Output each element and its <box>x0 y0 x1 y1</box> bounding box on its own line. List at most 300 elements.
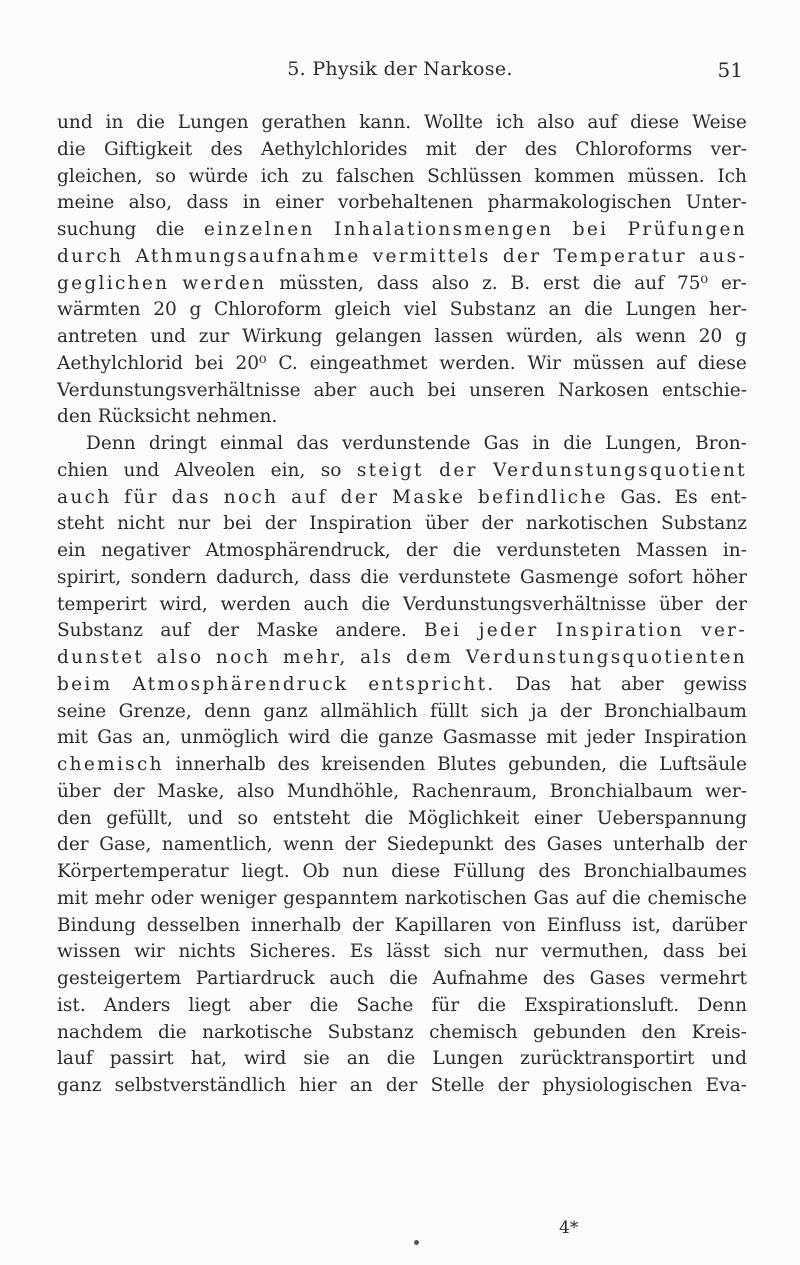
word: Luftsäule <box>659 754 747 775</box>
word: suchung <box>57 219 137 240</box>
word: Ich <box>717 165 747 187</box>
word: die <box>364 807 394 829</box>
word: temperirt <box>57 593 147 615</box>
word: viel <box>403 299 438 321</box>
word: Ueberspannung <box>596 807 747 829</box>
text-line <box>57 725 747 752</box>
word: g <box>735 326 747 347</box>
word: bei <box>223 513 252 535</box>
word: seine <box>57 700 107 722</box>
word: meine <box>57 192 115 214</box>
word: also <box>431 272 470 294</box>
word: Grenze, <box>118 700 192 722</box>
word: aus- <box>699 245 747 267</box>
word: zu <box>301 165 324 187</box>
word: würden, <box>506 326 584 347</box>
word: des <box>538 861 571 882</box>
word: wird, <box>159 593 208 615</box>
word: in <box>242 192 261 214</box>
word: Maske <box>392 486 466 508</box>
word: die <box>477 994 507 1016</box>
word: entschie- <box>661 379 747 401</box>
word: 20⁰ <box>235 352 267 374</box>
word: wer- <box>705 780 747 802</box>
text-line <box>57 431 747 458</box>
word: ganz <box>263 700 308 722</box>
word: auch <box>57 486 112 508</box>
word: z. <box>482 272 498 294</box>
word: darüber <box>671 914 747 936</box>
word: Chloroform <box>214 299 322 321</box>
word: auf <box>587 112 618 133</box>
word: kann. <box>359 112 412 133</box>
word: dass <box>376 272 419 294</box>
word: steigt <box>356 459 424 481</box>
word: verdunsteten <box>496 540 621 561</box>
word: die <box>339 727 369 749</box>
word: würde <box>188 165 249 187</box>
word: eingeathmet <box>309 352 428 374</box>
word: falschen <box>336 165 415 187</box>
text-line <box>57 832 747 859</box>
word: pharmakologischen <box>487 192 672 214</box>
word: auf <box>160 620 191 642</box>
word: namentlich, <box>161 834 273 856</box>
word: Rachenraum, <box>411 780 538 802</box>
word: durch <box>57 245 124 267</box>
word: also <box>156 647 204 668</box>
word: oder <box>150 887 194 909</box>
text-line <box>57 1073 747 1100</box>
word: füllt <box>430 700 469 722</box>
word: jeder <box>478 620 539 642</box>
word: denn <box>204 700 251 722</box>
word: Kreis- <box>691 1021 747 1043</box>
word: beim <box>57 673 113 695</box>
word: ent- <box>710 486 747 508</box>
word: narkotische <box>202 1021 313 1043</box>
word: der <box>474 138 507 160</box>
word: 20 <box>153 299 177 321</box>
word: und <box>150 326 186 347</box>
word: in <box>105 112 124 133</box>
word: Inspiration <box>555 620 684 642</box>
word: Weise <box>692 112 747 133</box>
word: mit <box>57 887 88 909</box>
text-line <box>57 939 747 966</box>
word: unterhalb <box>613 834 705 856</box>
text-line <box>57 1020 747 1047</box>
word: dringt <box>148 433 207 454</box>
word: einer <box>274 192 324 214</box>
word: verdunstete <box>398 566 511 588</box>
word: müssten, <box>279 272 364 294</box>
word: aber <box>248 994 292 1016</box>
text-line <box>57 404 747 431</box>
word: narkotischen <box>404 887 527 909</box>
text-line <box>57 993 747 1020</box>
word: gespanntem <box>283 887 398 909</box>
word: Atmosphärendruck <box>132 673 349 695</box>
word: Substanz <box>57 620 144 642</box>
word: Eva- <box>705 1075 747 1096</box>
word: der <box>497 1075 530 1096</box>
word: der <box>481 513 514 535</box>
word: einzelnen <box>203 219 315 240</box>
word: der <box>112 780 145 802</box>
word: auch <box>329 968 375 989</box>
word: entsteht <box>272 807 351 829</box>
word: Denn <box>86 433 136 454</box>
word: Narkosen <box>558 379 649 401</box>
word: bei <box>194 352 224 374</box>
word: aber <box>620 673 664 695</box>
word: müssen. <box>627 165 705 187</box>
word: auf <box>291 486 328 508</box>
word: die <box>618 754 648 775</box>
word: ich <box>260 165 289 187</box>
word: sich <box>443 941 482 963</box>
word: sofort <box>627 566 683 588</box>
text-line <box>57 645 747 672</box>
text-line <box>57 913 747 940</box>
word: er- <box>720 272 747 294</box>
word: lauf <box>57 1048 93 1070</box>
word: sondern <box>130 566 207 588</box>
word: wird <box>243 1048 287 1070</box>
page-number: 51 <box>717 58 743 82</box>
word: 20 <box>698 326 723 347</box>
word: diese <box>391 861 441 882</box>
word: desselben <box>146 914 241 936</box>
text-line <box>57 217 747 244</box>
word: der <box>344 834 377 856</box>
word: und <box>711 1048 747 1070</box>
word: des <box>277 754 310 775</box>
word: Gases <box>546 834 603 856</box>
word: Aufnahme <box>432 968 529 989</box>
word: die <box>157 1021 187 1043</box>
word: die <box>389 968 418 989</box>
word: Maske <box>256 620 319 642</box>
word: Lungen <box>625 299 697 321</box>
word: einer <box>533 807 583 829</box>
word: geglichen <box>57 272 170 294</box>
word: Inspiration <box>309 513 413 535</box>
word: her- <box>709 299 747 321</box>
word: lässt <box>386 941 430 963</box>
word: Bei <box>424 620 462 642</box>
word: Blutes <box>437 754 497 775</box>
word: der <box>340 486 380 508</box>
word: für <box>431 994 460 1016</box>
word: auch <box>303 593 349 615</box>
word: der <box>715 834 747 856</box>
word: auf <box>656 352 686 374</box>
word: der <box>264 513 297 535</box>
text-line <box>57 618 747 645</box>
word: in- <box>722 540 747 561</box>
word: gleich <box>334 299 392 321</box>
word: liegt <box>188 994 231 1016</box>
word: nehmen. <box>196 406 278 428</box>
word: die <box>155 219 185 240</box>
word: chien <box>57 459 109 481</box>
word: mit <box>546 727 578 749</box>
text-line <box>57 672 747 699</box>
word: Verdunstungsverhältnisse <box>402 593 647 615</box>
word: nachdem <box>57 1021 143 1043</box>
word: mehr <box>94 887 144 909</box>
word: chemische <box>647 887 747 909</box>
word: Es <box>349 941 373 963</box>
word: negativer <box>100 540 191 561</box>
word: wir <box>134 941 165 963</box>
word: Massen <box>635 540 708 561</box>
printer-dot <box>414 1240 419 1245</box>
text-line <box>57 190 747 217</box>
word: Wollte <box>423 112 484 133</box>
word: so <box>237 807 259 829</box>
word: liegt. <box>241 861 290 882</box>
word: Wir <box>527 352 561 374</box>
text-line <box>57 297 747 324</box>
word: jeder <box>586 727 635 749</box>
word: Gas <box>533 887 569 909</box>
text-line <box>57 164 747 191</box>
text-line <box>57 565 747 592</box>
word: Bronchialbaum <box>549 780 693 802</box>
word: der <box>559 700 592 722</box>
word: diese <box>697 352 747 374</box>
word: gebunden <box>532 1021 627 1043</box>
word: Einfluss <box>546 914 622 936</box>
text-line <box>57 859 747 886</box>
word: von <box>502 914 536 936</box>
word: Prüfungen <box>627 219 747 240</box>
word: müssen <box>572 352 645 374</box>
word: ver- <box>710 138 747 160</box>
word: so <box>320 459 342 481</box>
word: nur <box>177 513 211 535</box>
word: dass <box>309 566 351 588</box>
word: den <box>641 1021 677 1043</box>
word: Gas. <box>620 486 662 508</box>
word: die <box>563 433 592 454</box>
word: aber <box>313 379 357 401</box>
word: sie <box>303 1048 330 1070</box>
word: und <box>187 807 224 829</box>
word: nicht <box>117 513 165 535</box>
word: Substanz <box>660 513 747 535</box>
word: über <box>424 513 469 535</box>
word: ja <box>530 700 548 722</box>
word: Aethylchlorid <box>57 352 183 374</box>
word: höher <box>692 566 747 588</box>
word: Temperatur <box>553 245 687 267</box>
word: vermittels <box>372 245 491 267</box>
word: einmal <box>219 433 284 454</box>
text-line <box>57 485 747 512</box>
word: die <box>612 887 641 909</box>
text-line <box>57 592 747 619</box>
word: Denn <box>697 994 747 1016</box>
word: gerathen <box>261 112 347 133</box>
word: selbstverständlich <box>114 1075 286 1096</box>
word: ver- <box>701 620 747 642</box>
text-line <box>57 538 747 565</box>
word: ist, <box>632 914 661 936</box>
text-line <box>57 244 747 271</box>
word: auf <box>575 887 606 909</box>
word: B. <box>510 272 531 294</box>
word: mit <box>57 727 88 749</box>
word: wenn <box>635 326 686 347</box>
word: des <box>503 834 537 856</box>
word: die <box>136 112 165 133</box>
word: erst <box>543 272 580 294</box>
word: der <box>57 834 89 856</box>
word: dadurch, <box>216 566 300 588</box>
word: dass <box>186 192 229 214</box>
word: Verdunstungsverhältnisse <box>57 379 301 401</box>
word: gelangen <box>335 326 422 347</box>
word: der <box>352 914 384 936</box>
word: Lungen <box>432 1048 504 1070</box>
word: gesteigertem <box>57 968 182 989</box>
word: zur <box>198 326 230 347</box>
word: der <box>385 1075 418 1096</box>
word: Füllung <box>453 861 526 882</box>
word: an <box>548 299 572 321</box>
word: die <box>360 566 390 588</box>
word: Es <box>674 486 698 508</box>
word: Sicheres. <box>249 941 337 963</box>
word: Inhalationsmengen <box>334 219 554 240</box>
word: 75⁰ <box>676 272 708 294</box>
word: Anders <box>103 994 171 1016</box>
word: die <box>309 994 339 1016</box>
word: Ob <box>302 861 330 882</box>
text-line <box>57 110 747 137</box>
word: ganze <box>378 727 434 749</box>
word: auf <box>634 272 665 294</box>
word: Substanz <box>449 299 536 321</box>
word: des <box>210 138 243 160</box>
word: hat, <box>190 1048 227 1070</box>
word: ich <box>495 112 525 133</box>
word: Gasmenge <box>520 566 619 588</box>
word: g <box>189 299 202 321</box>
word: den <box>57 807 92 829</box>
text-line <box>57 351 747 378</box>
word: Inspiration <box>644 727 747 749</box>
word: werden. <box>439 352 516 374</box>
word: Gasmasse <box>442 727 537 749</box>
word: Substanz <box>327 1021 414 1043</box>
word: der <box>439 459 478 481</box>
word: Gases <box>589 968 646 989</box>
word: Schlüssen <box>427 165 522 187</box>
word: wenn <box>283 834 334 856</box>
word: den <box>57 406 92 428</box>
word: lassen <box>434 326 494 347</box>
text-line <box>57 458 747 485</box>
word: diese <box>630 112 680 133</box>
word: dass <box>662 941 705 963</box>
word: nur <box>494 941 528 963</box>
word: Chloroforms <box>575 138 693 160</box>
word: der <box>715 593 747 615</box>
word: ein, <box>270 459 306 481</box>
word: und <box>123 459 160 481</box>
body-text <box>57 110 747 1100</box>
word: Verdunstungsquotient <box>493 459 747 481</box>
word: nichts <box>178 941 236 963</box>
word: noch <box>223 486 279 508</box>
word: Bron- <box>695 433 747 454</box>
text-line <box>57 886 747 913</box>
word: die <box>584 299 613 321</box>
word: Exspirationsluft. <box>524 994 680 1016</box>
word: bei <box>427 379 457 401</box>
word: für <box>124 486 159 508</box>
word: Rücksicht <box>97 406 191 428</box>
word: mehr, <box>282 647 348 668</box>
word: passirt <box>109 1048 174 1070</box>
word: vermehrt <box>660 968 747 989</box>
word: Partiardruck <box>195 968 315 989</box>
word: wird <box>288 727 331 749</box>
chapter-title: 5. Physik der Narkose. <box>287 58 513 80</box>
word: also, <box>128 192 173 214</box>
word: Das <box>515 673 551 695</box>
word: die <box>386 1048 416 1070</box>
word: mit <box>425 138 457 160</box>
word: der <box>207 620 240 642</box>
word: Unter- <box>685 192 747 214</box>
word: bei <box>572 219 609 240</box>
word: und <box>57 112 93 133</box>
word: Athmungsaufnahme <box>135 245 361 267</box>
word: gebunden, <box>508 754 608 775</box>
word: die <box>57 138 86 160</box>
word: Sache <box>356 994 414 1016</box>
word: dunstet <box>57 647 145 668</box>
word: ein <box>57 540 86 561</box>
word: Lungen, <box>605 433 682 454</box>
text-line <box>57 966 747 993</box>
word: hat <box>570 673 602 695</box>
word: als <box>360 647 394 668</box>
word: C. <box>278 352 298 374</box>
text-line <box>57 271 747 298</box>
word: des <box>524 138 558 160</box>
word: Aethylchlorides <box>261 138 408 160</box>
word: so <box>155 165 176 187</box>
word: Lungen <box>177 112 249 133</box>
word: sich <box>480 700 519 722</box>
word: wärmten <box>57 299 141 321</box>
word: das <box>171 486 211 508</box>
signature-mark: 4* <box>559 1218 579 1238</box>
word: die <box>452 540 482 561</box>
word: werden <box>220 593 291 615</box>
word: der <box>502 245 542 267</box>
word: Gas <box>97 727 133 749</box>
word: wissen <box>57 941 121 963</box>
word: Atmosphärendruck, <box>205 540 391 561</box>
